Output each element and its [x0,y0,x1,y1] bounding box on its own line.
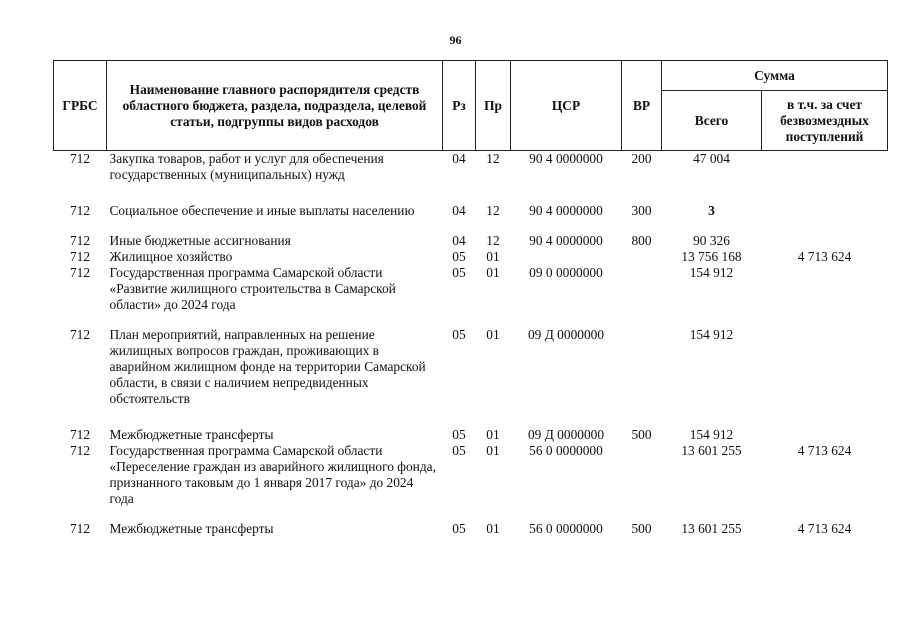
cell-incl [762,233,888,249]
cell-name: Межбюджетные трансферты [109,427,274,442]
cell-total: 154 912 [689,265,734,280]
table-header [54,61,888,151]
cell-vr [622,265,662,327]
cell-grbs: 712 [69,327,91,342]
cell-incl: 4 713 624 [797,443,852,458]
cell-grbs: 712 [69,203,91,218]
cell-vr [622,249,662,265]
cell-pr: 01 [486,265,500,280]
cell-grbs: 712 [69,427,91,442]
cell-grbs: 712 [69,521,91,536]
header-incl: в т.ч. за счет безвозмездных поступлений [762,91,888,151]
cell-vr [622,443,662,521]
cell-csr: 09 Д 0000000 [527,327,605,342]
cell-rz: 04 [452,233,466,248]
cell-rz: 05 [452,327,466,342]
table-row [54,233,888,249]
cell-csr: 56 0 0000000 [529,521,603,536]
cell-csr [511,249,622,265]
table-body [54,151,888,538]
cell-vr: 500 [631,521,652,536]
cell-grbs: 712 [69,443,91,458]
header-rz: Рз [443,61,476,151]
cell-rz: 05 [452,249,466,264]
table-row [54,151,888,204]
cell-vr: 200 [631,151,652,166]
cell-total: 13 601 255 [681,443,742,458]
cell-csr: 90 4 0000000 [529,233,603,248]
cell-name: Межбюджетные трансферты [109,521,274,536]
cell-grbs: 712 [69,265,91,280]
cell-pr: 12 [486,151,500,166]
cell-total: 47 004 [693,151,730,166]
cell-name: Социальное обеспечение и иные выплаты населению [109,203,415,218]
cell-incl: 4 713 624 [797,249,852,264]
header-vr: ВР [622,61,662,151]
cell-name: Государственная программа Самарской области «Развитие жилищного строительства в Самарской области» до 2024 года [109,265,396,312]
table-row [54,203,888,233]
cell-csr: 09 Д 0000000 [527,427,605,442]
header-sum: Сумма [662,61,888,91]
cell-total: 154 912 [689,427,734,442]
cell-vr: 300 [631,203,652,218]
header-name: Наименование главного распорядителя средств областного бюджета, раздела, подраздела, целевой статьи, подгруппы видов расходов [107,61,443,151]
cell-total: 90 326 [693,233,730,248]
cell-name: Государственная программа Самарской области «Переселение граждан из аварийного жилищного фонда, признанного таковым до 1 января 2017 года» до 2024 года [109,443,436,506]
cell-pr: 12 [486,203,500,218]
cell-csr: 09 0 0000000 [529,265,603,280]
cell-pr: 01 [486,427,500,442]
table-row [54,521,888,537]
cell-grbs: 712 [69,249,91,264]
budget-table [53,60,888,537]
cell-total: 154 912 [689,327,734,342]
cell-rz: 05 [452,521,466,536]
page-number: 96 [449,33,462,47]
cell-total: 3 [708,203,715,218]
cell-name: План мероприятий, направленных на решение жилищных вопросов граждан, проживающих в аварийном жилищном фонде на территории Самарской области, в связи с наличием непредвиденных обстоятельств [109,327,426,406]
cell-vr [622,327,662,427]
header-csr: ЦСР [511,61,622,151]
cell-incl: 4 713 624 [797,521,852,536]
table-row [54,327,888,427]
table-row [54,265,888,327]
cell-total: 13 756 168 [681,249,742,264]
cell-name: Закупка товаров, работ и услуг для обеспечения государственных (муниципальных) нужд [109,151,384,182]
cell-incl [762,427,888,443]
cell-csr: 90 4 0000000 [529,203,603,218]
cell-rz: 05 [452,443,466,458]
cell-pr: 01 [486,521,500,536]
cell-pr: 01 [486,249,500,264]
cell-rz: 05 [452,427,466,442]
cell-csr: 90 4 0000000 [529,151,603,166]
cell-vr: 800 [631,233,652,248]
cell-grbs: 712 [69,233,91,248]
cell-incl [762,327,888,427]
table-row [54,443,888,521]
header-grbs: ГРБС [54,61,107,151]
cell-rz: 05 [452,265,466,280]
cell-pr: 12 [486,233,500,248]
cell-rz: 04 [452,151,466,166]
cell-pr: 01 [486,443,500,458]
cell-incl [762,265,888,327]
cell-incl [762,203,888,233]
cell-rz: 04 [452,203,466,218]
table-row [54,249,888,265]
cell-vr: 500 [631,427,652,442]
cell-incl [762,151,888,204]
cell-total: 13 601 255 [681,521,742,536]
cell-grbs: 712 [69,151,91,166]
header-total: Всего [662,91,762,151]
cell-pr: 01 [486,327,500,342]
cell-name: Жилищное хозяйство [109,249,233,264]
cell-name: Иные бюджетные ассигнования [109,233,291,248]
header-pr: Пр [476,61,511,151]
table-row [54,427,888,443]
cell-csr: 56 0 0000000 [529,443,603,458]
